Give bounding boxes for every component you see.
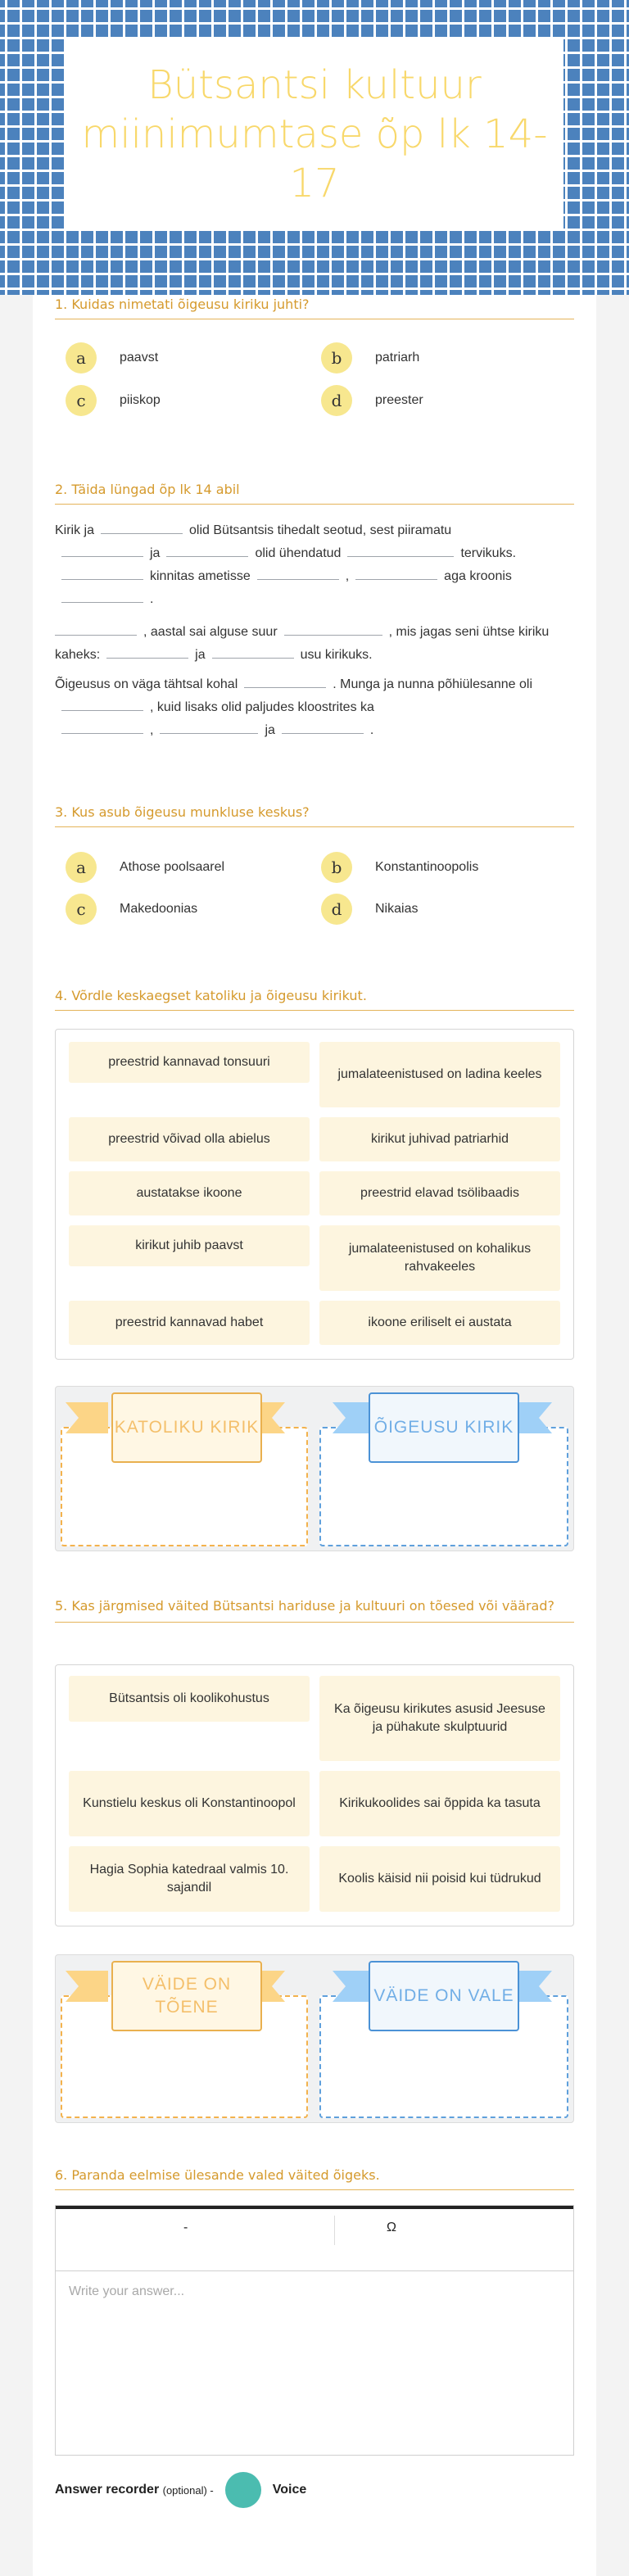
- option-text: Athose poolsaarel: [120, 860, 225, 874]
- fill-text: olid Bütsantsis tihedalt seotud, sest piiramatu: [189, 523, 452, 537]
- drag-card[interactable]: Kunstielu keskus oli Konstantinoopol: [69, 1771, 310, 1836]
- fill-text: tervikuks.: [460, 546, 517, 560]
- q3-option-c[interactable]: [66, 894, 197, 925]
- special-character-button[interactable]: Ω: [387, 2221, 396, 2234]
- fill-blank[interactable]: [61, 565, 143, 580]
- q3-option-a[interactable]: [66, 852, 224, 883]
- fill-blank[interactable]: [61, 719, 143, 734]
- answer-recorder: [55, 2472, 306, 2508]
- drag-card[interactable]: preestrid võivad olla abielus: [69, 1117, 310, 1161]
- fill-text: , mis jagas seni ühtse kiriku kaheks:: [55, 625, 550, 662]
- fill-blank[interactable]: [61, 588, 143, 603]
- fill-blank[interactable]: [257, 565, 339, 580]
- fill-text: ja: [265, 723, 275, 737]
- fill-text: kinnitas ametisse: [150, 569, 251, 583]
- q2-heading: 2. Täida lüngad õp lk 14 abil: [55, 482, 574, 505]
- q5-heading: 5. Kas järgmised väited Bütsantsi hariduse ja kultuuri on tõesed või väärad?: [55, 1597, 574, 1623]
- fill-blank[interactable]: [160, 719, 258, 734]
- option-text: Nikaias: [375, 902, 419, 916]
- q4-heading: 4. Võrdle keskaegset katoliku ja õigeusu kirikut.: [55, 988, 574, 1011]
- q3-heading: 3. Kus asub õigeusu munkluse keskus?: [55, 804, 574, 827]
- fill-text: .: [369, 723, 374, 737]
- drag-card[interactable]: Koolis käisid nii poisid kui tüdrukud: [319, 1846, 560, 1912]
- record-button[interactable]: [225, 2472, 261, 2508]
- editor-toolbar: [56, 2206, 573, 2271]
- q1-option-a[interactable]: [66, 342, 158, 373]
- fill-blank[interactable]: [55, 621, 137, 636]
- q1-option-c[interactable]: [66, 385, 161, 416]
- fill-text: , aastal sai alguse suur: [143, 625, 278, 639]
- answer-editor: [55, 2205, 574, 2456]
- answer-textarea[interactable]: Write your answer...: [69, 2284, 185, 2298]
- fill-text: aga kroonis: [444, 569, 512, 583]
- fill-text: ja: [195, 648, 206, 662]
- zone-ribbon-toene: [66, 1961, 295, 2035]
- recorder-optional: (optional) -: [162, 2483, 214, 2497]
- toolbar-button[interactable]: -: [183, 2221, 188, 2234]
- option-letter-badge: a: [66, 342, 97, 373]
- option-letter-badge: d: [321, 385, 352, 416]
- fill-blank[interactable]: [106, 644, 188, 659]
- fill-text: ja: [150, 546, 161, 560]
- fill-text: usu kirikuks.: [300, 648, 373, 662]
- fill-blank[interactable]: [101, 519, 183, 534]
- drag-card[interactable]: Hagia Sophia katedraal valmis 10. sajandil: [69, 1846, 310, 1912]
- drag-card[interactable]: austatakse ikoone: [69, 1171, 310, 1216]
- option-text: paavst: [120, 351, 159, 364]
- fill-blank[interactable]: [166, 542, 248, 557]
- drag-card[interactable]: Kirikukoolides sai õppida ka tasuta: [319, 1771, 560, 1836]
- zone-label: VÄIDE ON VALE: [369, 1961, 519, 2031]
- page-margin-right: [596, 0, 629, 2576]
- fill-blank[interactable]: [284, 621, 382, 636]
- drag-card[interactable]: Ka õigeusu kirikutes asusid Jeesuse ja pühakute skulptuurid: [319, 1676, 560, 1761]
- recorder-label: Answer recorder: [55, 2483, 160, 2497]
- zone-ribbon-oigeusu: [333, 1392, 562, 1466]
- fill-blank[interactable]: [212, 644, 294, 659]
- option-text: patriarh: [375, 351, 420, 364]
- zone-label: KATOLIKU KIRIK: [111, 1392, 262, 1463]
- drag-card[interactable]: jumalateenistused on ladina keeles: [319, 1042, 560, 1107]
- fill-blank[interactable]: [282, 719, 364, 734]
- fill-text: olid ühendatud: [255, 546, 342, 560]
- option-text: Konstantinoopolis: [375, 860, 479, 874]
- q2-paragraph-1: [55, 519, 574, 611]
- q2-paragraph-2: [55, 621, 574, 667]
- option-letter-badge: d: [321, 894, 352, 925]
- fill-blank[interactable]: [61, 696, 143, 711]
- drag-card[interactable]: kirikut juhivad patriarhid: [319, 1117, 560, 1161]
- fill-blank[interactable]: [244, 673, 326, 688]
- option-letter-badge: c: [66, 385, 97, 416]
- option-text: piiskop: [120, 393, 161, 407]
- drag-card[interactable]: preestrid kannavad tonsuuri: [69, 1042, 310, 1083]
- fill-text: , kuid lisaks olid paljudes kloostrites ka: [150, 700, 374, 714]
- option-letter-badge: a: [66, 852, 97, 883]
- fill-blank[interactable]: [347, 542, 454, 557]
- q1-heading: 1. Kuidas nimetati õigeusu kiriku juhti?: [55, 297, 574, 319]
- zone-label: ÕIGEUSU KIRIK: [369, 1392, 519, 1463]
- fill-text: .: [150, 592, 154, 606]
- toolbar-divider: [334, 2216, 335, 2245]
- zone-label: VÄIDE ON TÕENE: [111, 1961, 262, 2031]
- recorder-voice-label: Voice: [272, 2483, 307, 2497]
- drag-card[interactable]: preestrid kannavad habet: [69, 1301, 310, 1345]
- fill-text: ,: [345, 569, 350, 583]
- fill-text: Kirik ja: [55, 523, 95, 537]
- drag-card[interactable]: Bütsantsis oli koolikohustus: [69, 1676, 310, 1722]
- option-letter-badge: c: [66, 894, 97, 925]
- ribbon-tail-left: [66, 1402, 108, 1433]
- fill-blank[interactable]: [355, 565, 437, 580]
- option-letter-badge: b: [321, 342, 352, 373]
- fill-blank[interactable]: [61, 542, 143, 557]
- q1-option-b[interactable]: [321, 342, 419, 373]
- option-text: Makedoonias: [120, 902, 198, 916]
- zone-ribbon-katoliku: [66, 1392, 295, 1466]
- zone-ribbon-vale: [333, 1961, 562, 2035]
- fill-text: ,: [150, 723, 154, 737]
- page-title: Bütsantsi kultuur miinimumtase õp lk 14-17: [81, 62, 548, 206]
- q3-option-d[interactable]: [321, 894, 418, 925]
- fill-text: . Munga ja nunna põhiülesanne oli: [333, 677, 533, 691]
- drag-card[interactable]: kirikut juhib paavst: [69, 1225, 310, 1266]
- drag-card[interactable]: jumalateenistused on kohalikus rahvakeeles: [319, 1225, 560, 1291]
- ribbon-tail-left: [66, 1971, 108, 2002]
- drag-card[interactable]: ikoone eriliselt ei austata: [319, 1301, 560, 1345]
- drag-card[interactable]: preestrid elavad tsölibaadis: [319, 1171, 560, 1216]
- header-banner: [0, 0, 629, 295]
- q1-option-d[interactable]: [321, 385, 423, 416]
- option-text: preester: [375, 393, 423, 407]
- title-box: [66, 39, 563, 229]
- q6-heading: 6. Paranda eelmise ülesande valed väited õigeks.: [55, 2167, 574, 2190]
- fill-text: Õigeusus on väga tähtsal kohal: [55, 677, 238, 691]
- q2-paragraph-3: [55, 673, 574, 742]
- q3-option-b[interactable]: [321, 852, 478, 883]
- option-letter-badge: b: [321, 852, 352, 883]
- page-margin-left: [0, 0, 33, 2576]
